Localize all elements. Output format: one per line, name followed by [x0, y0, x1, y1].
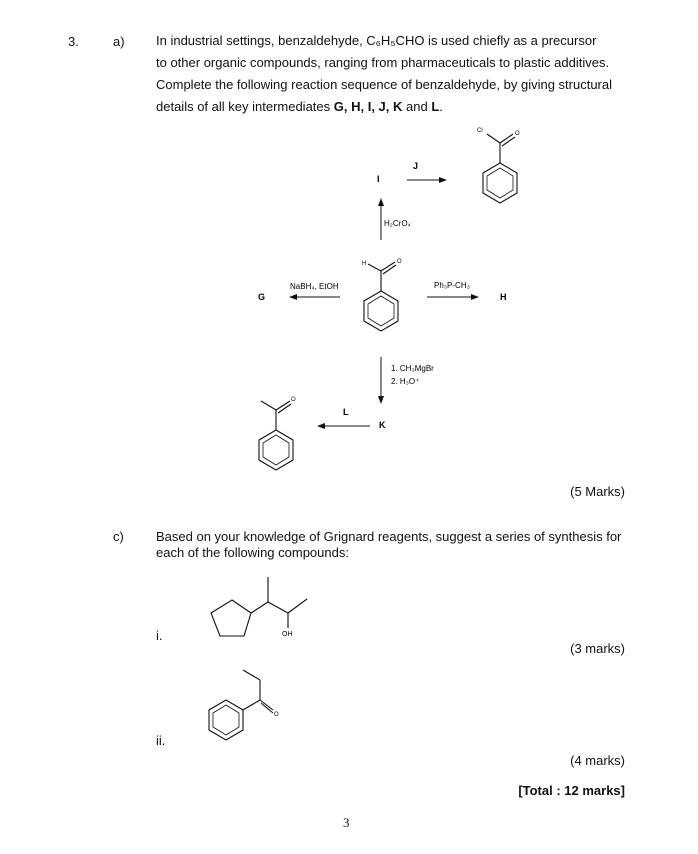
compound-ii-o-atom: O [274, 712, 279, 718]
label-g: G [258, 292, 266, 302]
label-l: L [343, 407, 349, 417]
reagent-grignard-2: 2. H₃O⁺ [391, 377, 420, 386]
compound-i-oh: OH [282, 631, 293, 638]
page-number: 3 [343, 815, 350, 830]
label-i: I [377, 174, 380, 184]
question-number: 3. [68, 34, 79, 49]
part-c-line-1: Based on your knowledge of Grignard reagents, suggest a series of synthesis for [156, 529, 622, 544]
benzoyl-chloride-o-atom: O [515, 131, 520, 137]
item-ii-label: ii. [156, 733, 166, 748]
part-c-text [156, 529, 636, 561]
part-a-line-4-end: . [439, 99, 443, 114]
part-a-marks: (5 Marks) [570, 484, 625, 499]
part-c-label: c) [113, 529, 124, 544]
benzaldehyde-o-atom: O [397, 259, 402, 265]
label-j: J [413, 161, 419, 171]
total-marks: [Total : 12 marks] [518, 783, 625, 798]
part-a-line-1: In industrial settings, benzaldehyde, C₆H₅CHO is used chiefly as a precursor [156, 33, 597, 48]
label-h: H [500, 292, 507, 302]
benzaldehyde-h-atom: H [362, 261, 367, 267]
part-c-line-2: each of the following compounds: [156, 545, 349, 560]
compound-ii-structure [209, 670, 273, 740]
acetophenone-o-atom: O [291, 397, 296, 403]
part-a-line-2: to other organic compounds, ranging from pharmaceuticals to plastic additives. [156, 55, 610, 70]
part-a-line-3: Complete the following reaction sequence of benzaldehyde, by giving structural [156, 77, 612, 92]
part-a-line-4-and: and [402, 99, 432, 114]
acetophenone-structure [259, 401, 293, 470]
benzoyl-chloride-cl-atom: Cl [477, 128, 483, 134]
item-ii-marks: (4 marks) [570, 753, 625, 768]
compound-i-structure [211, 577, 307, 636]
reagent-chromic-acid: H₂CrO₄ [384, 219, 411, 228]
part-a-line-4-bold: G, H, I, J, K [333, 99, 403, 114]
reagent-grignard-1: 1. CH₃MgBr [391, 364, 434, 373]
part-a-label: a) [113, 34, 125, 49]
reagent-nabh4: NaBH₄, EtOH [290, 282, 339, 291]
benzaldehyde-structure [364, 262, 398, 331]
benzoyl-chloride-structure [483, 134, 517, 203]
part-a-line-4-prefix: details of all key intermediates [156, 99, 334, 114]
label-k: K [379, 420, 386, 430]
reagent-wittig: Ph₃P-CH₃ [434, 281, 470, 290]
item-i-label: i. [156, 628, 163, 643]
item-i-marks: (3 marks) [570, 641, 625, 656]
part-a-line-4-bold2: L [431, 99, 440, 114]
